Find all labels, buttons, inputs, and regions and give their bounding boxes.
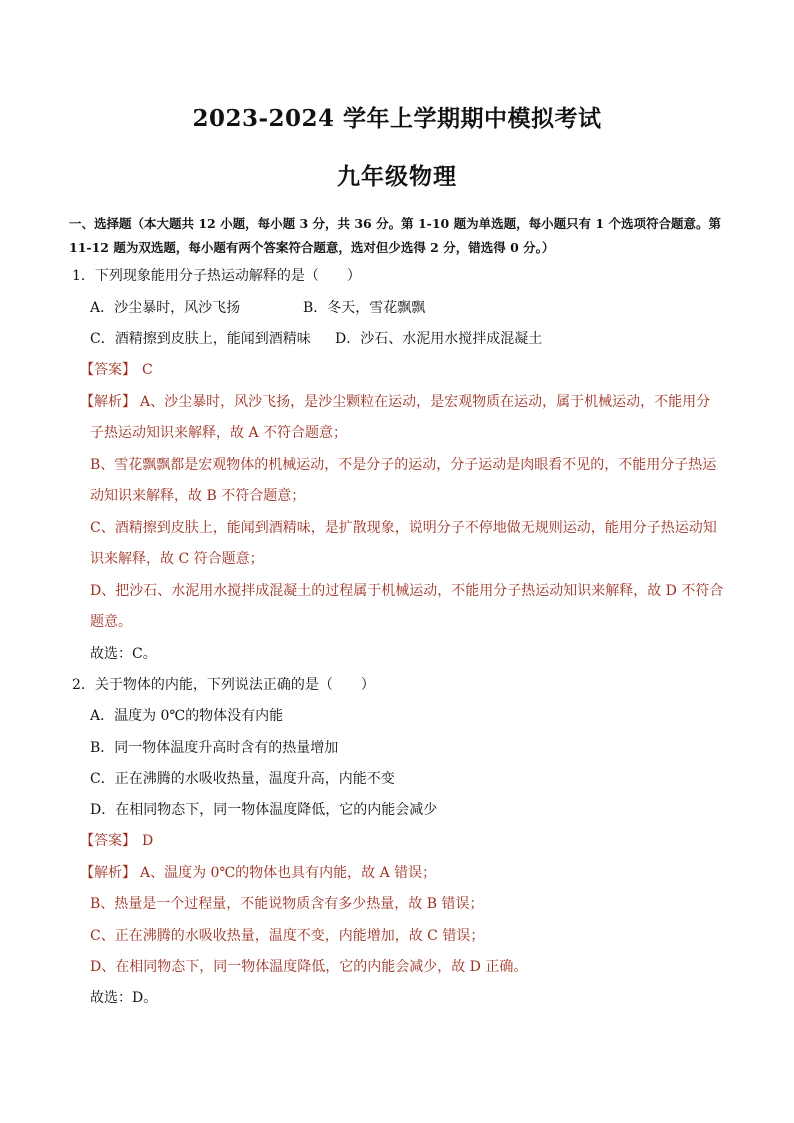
question-2-answer (80, 830, 153, 850)
question-1-analysis-line-3: B、雪花飘飘都是宏观物体的机械运动，不是分子的运动，分子运动是肉眼看不见的，不能用分子热运 (90, 457, 717, 473)
question-1-analysis-line-7: D、把沙石、水泥用水搅拌成混凝土的过程属于机械运动，不能用分子热运动知识来解释，故 D 不符合 (90, 583, 724, 599)
exam-title: 2023-2024 学年上学期期中模拟考试 (192, 105, 602, 132)
question-2-analysis-line-3: C、正在沸腾的水吸收热量，温度不变，内能增加，故 C 错误； (90, 928, 485, 944)
question-2-option-a: A．温度为 0℃的物体没有内能 (90, 708, 284, 724)
question-2-analysis-line-1 (80, 862, 436, 882)
exam-subtitle: 九年级物理 (337, 163, 457, 190)
question-1-option-b: B．冬天，雪花飘飘 (303, 300, 426, 316)
question-2-option-b: B．同一物体温度升高时含有的热量增加 (90, 740, 339, 756)
question-2-analysis-line-4: D、在相同物态下，同一物体温度降低，它的内能会减少，故 D 正确。 (90, 959, 528, 975)
question-1-analysis-line-8: 题意。 (90, 614, 132, 630)
question-1-analysis-line-1 (80, 391, 710, 411)
question-1-conclusion: 故选：C。 (90, 646, 157, 662)
question-1-analysis-line-6: 识来解释，故 C 符合题意； (90, 551, 264, 567)
question-1-analysis-line-4: 动知识来解释，故 B 不符合题意； (90, 488, 306, 504)
analysis-text: A、沙尘暴时，风沙飞扬，是沙尘颗粒在运动，是宏观物质在运动，属于机械运动，不能用分 (140, 394, 711, 410)
analysis-text: A、温度为 0℃的物体也具有内能，故 A 错误； (140, 865, 437, 881)
answer-value: D (142, 833, 154, 849)
question-2-conclusion: 故选：D。 (90, 990, 158, 1006)
question-1-option-c: C．酒精擦到皮肤上，能闻到酒精味 (90, 331, 311, 347)
answer-label: 【答案】 (80, 833, 136, 849)
question-1-analysis-line-2: 子热运动知识来解释，故 A 不符合题意； (90, 425, 348, 441)
question-2-analysis-line-2: B、热量是一个过程量，不能说物质含有多少热量，故 B 错误； (90, 896, 484, 912)
section-instructions: 一、选择题（本大题共 12 小题，每小题 3 分，共 36 分。第 1-10 题为单选题，每小题只有 1 个选项符合题意。第 11-12 题为双选题，每小题有两个答案符合题意，选对但少选得 2 分，错选得 0 分。） (69, 216, 721, 255)
answer-label: 【答案】 (80, 362, 136, 378)
answer-value: C (142, 362, 153, 378)
question-1-option-d: D．沙石、水泥用水搅拌成混凝土 (335, 331, 543, 347)
analysis-label: 【解析】 (80, 394, 136, 410)
question-2-stem: 2．关于物体的内能，下列说法正确的是（ ） (72, 677, 375, 693)
question-1-answer (80, 359, 153, 379)
question-1-stem: 1．下列现象能用分子热运动解释的是（ ） (72, 268, 361, 284)
question-2-option-c: C．正在沸腾的水吸收热量，温度升高，内能不变 (90, 771, 395, 787)
question-1-option-a: A．沙尘暴时，风沙飞扬 (90, 300, 241, 316)
question-1-analysis-line-5: C、酒精擦到皮肤上，能闻到酒精味，是扩散现象，说明分子不停地做无规则运动，能用分子热运动知 (90, 520, 717, 536)
analysis-label: 【解析】 (80, 865, 136, 881)
question-2-option-d: D．在相同物态下，同一物体温度降低，它的内能会减少 (90, 802, 438, 818)
